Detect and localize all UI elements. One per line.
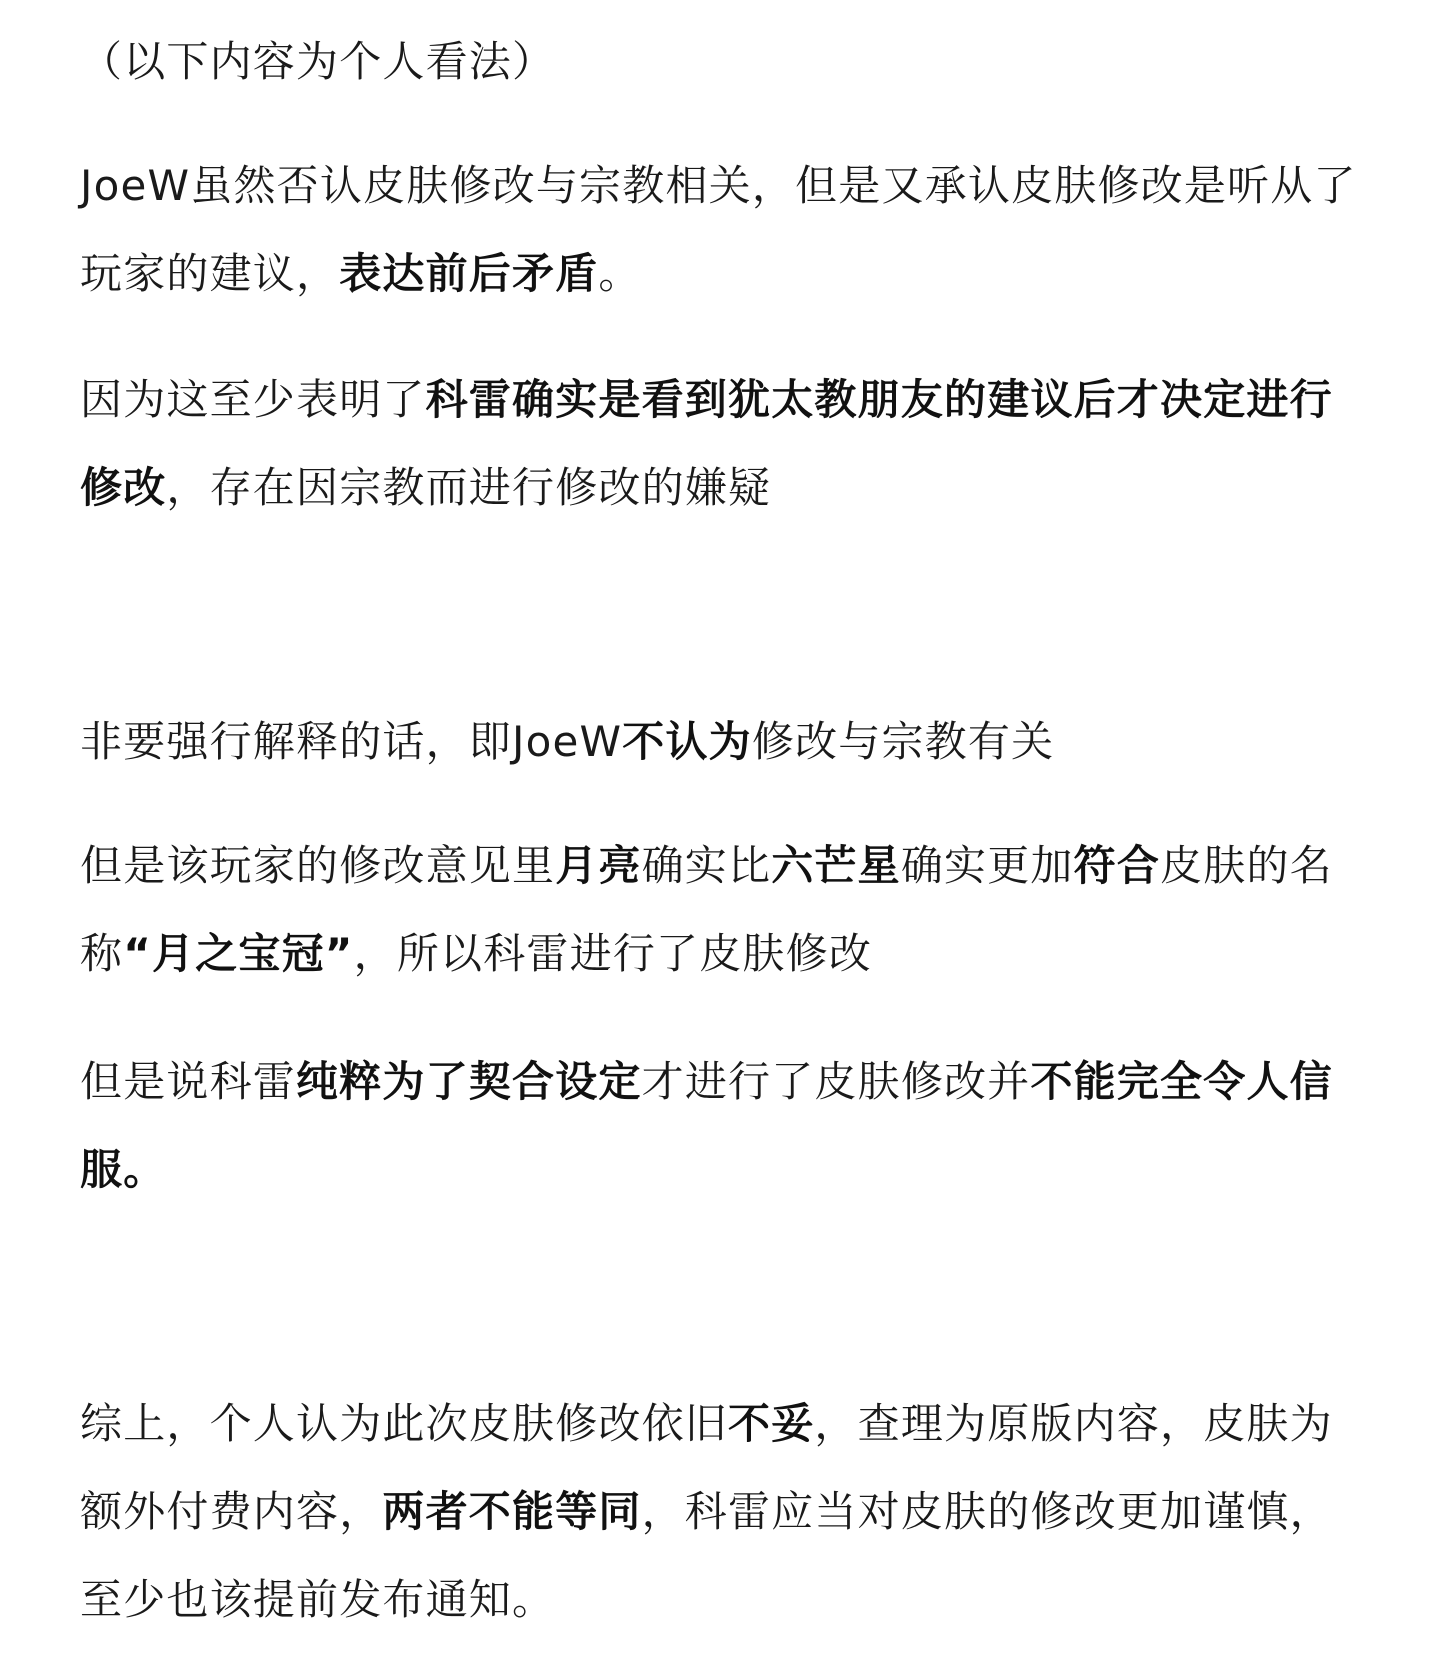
- text-segment: 皮肤的名称: [80, 841, 1333, 978]
- bold-text-segment: 两者不能等同: [382, 1487, 642, 1536]
- bold-text-segment: 不认为: [622, 717, 752, 766]
- text-segment: ，科雷应当对皮肤的修改更加谨慎，至少也该提前发布通知。: [80, 1487, 1333, 1624]
- text-segment: 但是说科雷: [80, 1057, 297, 1106]
- text-segment: 修改与宗教有关: [751, 717, 1055, 766]
- text-segment: 因为这至少表明了: [80, 375, 426, 424]
- text-segment: 综上，个人认为此次皮肤修改依旧: [80, 1399, 729, 1448]
- paragraph-contradiction: [80, 142, 1370, 318]
- bold-text-segment: 六芒星: [771, 841, 901, 890]
- text-segment: ，所以科雷进行了皮肤修改: [353, 929, 873, 978]
- text-segment: 非要强行解释的话，即JoeW: [80, 717, 623, 766]
- text-segment: （以下内容为个人看法）: [80, 37, 556, 86]
- bold-text-segment: 符合: [1073, 841, 1161, 890]
- paragraph-explanation: [80, 698, 1370, 786]
- text-segment: 。: [598, 249, 642, 298]
- paragraph-conclusion: [80, 1380, 1370, 1644]
- text-segment: ，存在因宗教而进行修改的嫌疑: [166, 463, 772, 512]
- paragraph-disclaimer: [80, 18, 1370, 106]
- text-segment: 才进行了皮肤修改并: [641, 1057, 1031, 1106]
- text-segment: 确实更加: [900, 841, 1074, 890]
- bold-text-segment: 月亮: [555, 841, 642, 890]
- bold-text-segment: 表达前后矛盾: [339, 249, 599, 298]
- bold-text-segment: 不能完全令人信服。: [80, 1057, 1333, 1194]
- bold-text-segment: “月之宝冠”: [123, 929, 354, 978]
- bold-text-segment: 纯粹为了契合设定: [296, 1057, 642, 1106]
- text-segment: JoeW虽然否认皮肤修改与宗教相关，但是又承认皮肤修改是听从了玩家的建议，: [80, 161, 1357, 298]
- text-segment: ，查理为原版内容，皮肤为额外付费内容，: [80, 1399, 1333, 1536]
- paragraph-reason: [80, 356, 1370, 532]
- bold-text-segment: 科雷确实是看到犹太教朋友的建议后才决定进行修改: [80, 375, 1333, 512]
- paragraph-moon-vs-star: [80, 822, 1370, 998]
- text-segment: 但是该玩家的修改意见里: [80, 841, 556, 890]
- text-segment: 确实比: [641, 841, 772, 890]
- bold-text-segment: 不妥: [728, 1399, 815, 1448]
- paragraph-not-convincing: [80, 1038, 1370, 1214]
